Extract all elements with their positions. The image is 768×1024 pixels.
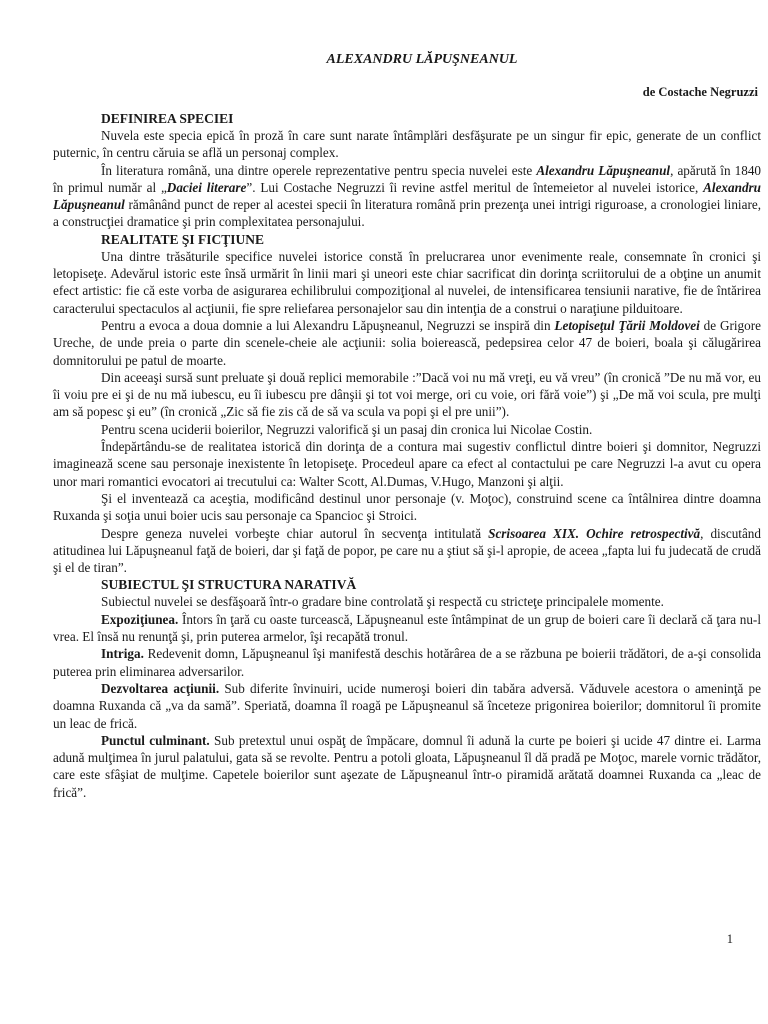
emphasized-title: Alexandru Lăpuşneanul [53, 179, 762, 213]
page-number: 1 [726, 932, 733, 946]
bold-term: Intriga. [101, 646, 144, 662]
paragraph [53, 732, 761, 801]
emphasized-title: Letopiseţul Ţării Moldovei [554, 317, 700, 333]
paragraph [53, 127, 761, 162]
document-page [53, 52, 761, 801]
bold-term: Expoziţiunea. [101, 611, 179, 627]
paragraph [53, 490, 761, 525]
section-heading: SUBIECTUL ŞI STRUCTURA NARATIVĂ [101, 577, 357, 593]
paragraph [53, 317, 761, 369]
emphasized-title: Alexandru Lăpuşneanul [536, 162, 671, 178]
paragraph [53, 369, 761, 421]
bold-term: Dezvoltarea acţiunii. [101, 680, 220, 696]
document-title: ALEXANDRU LĂPUŞNEANUL [326, 52, 518, 67]
text-run: Şi el inventează ca aceştia, modificând destinul unor personaje (v. Moţoc), construind scene ca întâlnirea dintre doamna Ruxanda şi soţia unui boier ucis sau personaje ca Spancioc şi Stroici. [53, 490, 761, 524]
emphasized-title: Scrisoarea XIX. Ochire retrospectivă [488, 525, 701, 541]
text-run: Îndepărtându-se de realitatea istorică din dorinţa de a contura mai sugestiv conflictul dintre boieri şi domnitor, Negruzzi imaginează scene sau personaje inexistente în letopiseţe. Procedeul apare ca efect al contactului pe care Negruzzi l-a avut cu opera unor mari romantici evocatori ai trecutului ca: Walter Scott, Al.Dumas, V.Hugo, Manzoni şi alţii. [53, 439, 761, 489]
text-run: În literatura română, una dintre operele reprezentative pentru specia nuvelei este [101, 162, 537, 178]
text-run: de Grigore Ureche, de unde preia o parte din scenele-cheie ale acţiunii: solia boierească, pedepsirea celor 47 de boieri, boala şi călugărirea domnitorului pe patul de moarte. [53, 317, 761, 368]
paragraph [53, 645, 761, 680]
text-run: Întors în ţară cu oaste turcească, Lăpuşneanul este întâmpinat de un grup de boieri care îi declară că ţara nu-l vrea. El însă nu renunţă şi, prin puterea armelor, îşi recapătă tronul. [53, 611, 761, 645]
text-run: Una dintre trăsăturile specifice nuvelei istorice constă în prelucrarea unor evenimente reale, consemnate în cronici şi letopiseţe. Adevărul istoric este însă urmărit în linii mari şi uneori este chiar sacrificat din dorinţa scriitorului de a obţine un anumit efect artistic: fie că este vorba de asigurarea echilibrului compoziţional al nuvelei, de intensificarea tensiunii narative, fie de întărirea caracterului spectaculos al acţiunii, fie spre reliefarea personajelor sau din intenţia de a construi o naraţiune pilduitoare. [53, 248, 761, 316]
text-run: ”. Lui Costache Negruzzi îi revine astfel meritul de întemeietor al nuvelei istorice, [246, 179, 704, 195]
paragraph [53, 438, 761, 490]
paragraph [53, 525, 761, 577]
document-body [53, 110, 761, 801]
text-run: Pentru a evoca a doua domnie a lui Alexandru Lăpuşneanul, Negruzzi se inspiră din [101, 317, 555, 333]
paragraph [53, 162, 761, 231]
section-heading: DEFINIREA SPECIEI [101, 111, 234, 126]
text-run: Sub pretextul unui ospăţ de împăcare, domnul îi adună la curte pe boieri şi ucide 47 dintre ei. Larma adună mulţimea în jurul palatului, gata să se revolte. Pentru a potoli gloata, Lăpuşneanul îl dă pradă pe Moţoc, marele vornic trădător, care este sfâşiat de mulţime. Capetele boierilor sunt aşezate de Lăpuşneanul într-o piramidă arătată doamnei Ruxanda ca „leac de frică”. [53, 732, 761, 800]
text-run: Despre geneza nuvelei vorbeşte chiar autorul în secvenţa intitulată [101, 525, 489, 541]
document-author: de Costache Negruzzi [642, 85, 758, 99]
text-run: , apărută în 1840 în primul număr al „ [53, 162, 762, 195]
paragraph [53, 593, 761, 610]
paragraph [53, 611, 761, 646]
text-run: , discutând atitudinea lui Lăpuşneanul faţă de boieri, dar şi faţă de popor, pe care nu a ştiut să şi-l apropie, de aceea „fapta lui fu judecată de crudă şi el de tiran”. [53, 525, 761, 576]
text-run: Subiectul nuvelei se desfăşoară într-o gradare bine controlată şi respectă cu stricteţe principalele momente. [101, 594, 664, 610]
emphasized-title: Daciei literare [166, 179, 247, 195]
text-run: Din aceeaşi sursă sunt preluate şi două replici memorabile :”Dacă voi nu mă vreţi, eu vă vreu” (în cronică ”De nu mă vor, eu îi voiu pre ei şi de nu mă iubescu, eu îi iubescu pre dânşii şi tot voi merge, ori cu voie, ori fără voie”) şi „De mă voi scula, pre mulţi am să popesc şi eu” (în cronică „Zic să fie zis că de să va scula va popi şi el pre unii”). [53, 369, 761, 420]
section-heading: REALITATE ŞI FICŢIUNE [101, 231, 265, 247]
text-run: Sub diferite învinuiri, ucide numeroşi boieri din tabăra adversă. Văduvele acestora o ameninţă pe doamna Ruxanda că „va da samă”. Speriată, doamna îl roagă pe Lăpuşneanul să înceteze prigonirea boierilor; domnitorul îi promite un leac de frică. [53, 680, 761, 731]
paragraph [53, 248, 761, 317]
paragraph [53, 421, 761, 438]
text-run: rămânând punct de reper al acestei specii în literatura română prin prezenţa unei intrigi riguroase, a cronologiei liniare, a construcţiei dramatice şi prin complexitatea personajului. [53, 197, 761, 230]
paragraph [53, 680, 761, 732]
bold-term: Punctul culminant. [101, 732, 210, 748]
text-run: Redevenit domn, Lăpuşneanul îşi manifestă deschis hotărârea de a se răzbuna pe boierii trădători, de a-şi consolida puterea prin eliminarea adversarilor. [53, 646, 761, 679]
text-run: Pentru scena uciderii boierilor, Negruzzi valorifică şi un pasaj din cronica lui Nicolae Costin. [101, 421, 593, 437]
text-run: Nuvela este specia epică în proză în care sunt narate întâmplări desfăşurate pe un singur fir epic, generate de un conflict puternic, în centru căruia se află un personaj complex. [53, 128, 761, 161]
